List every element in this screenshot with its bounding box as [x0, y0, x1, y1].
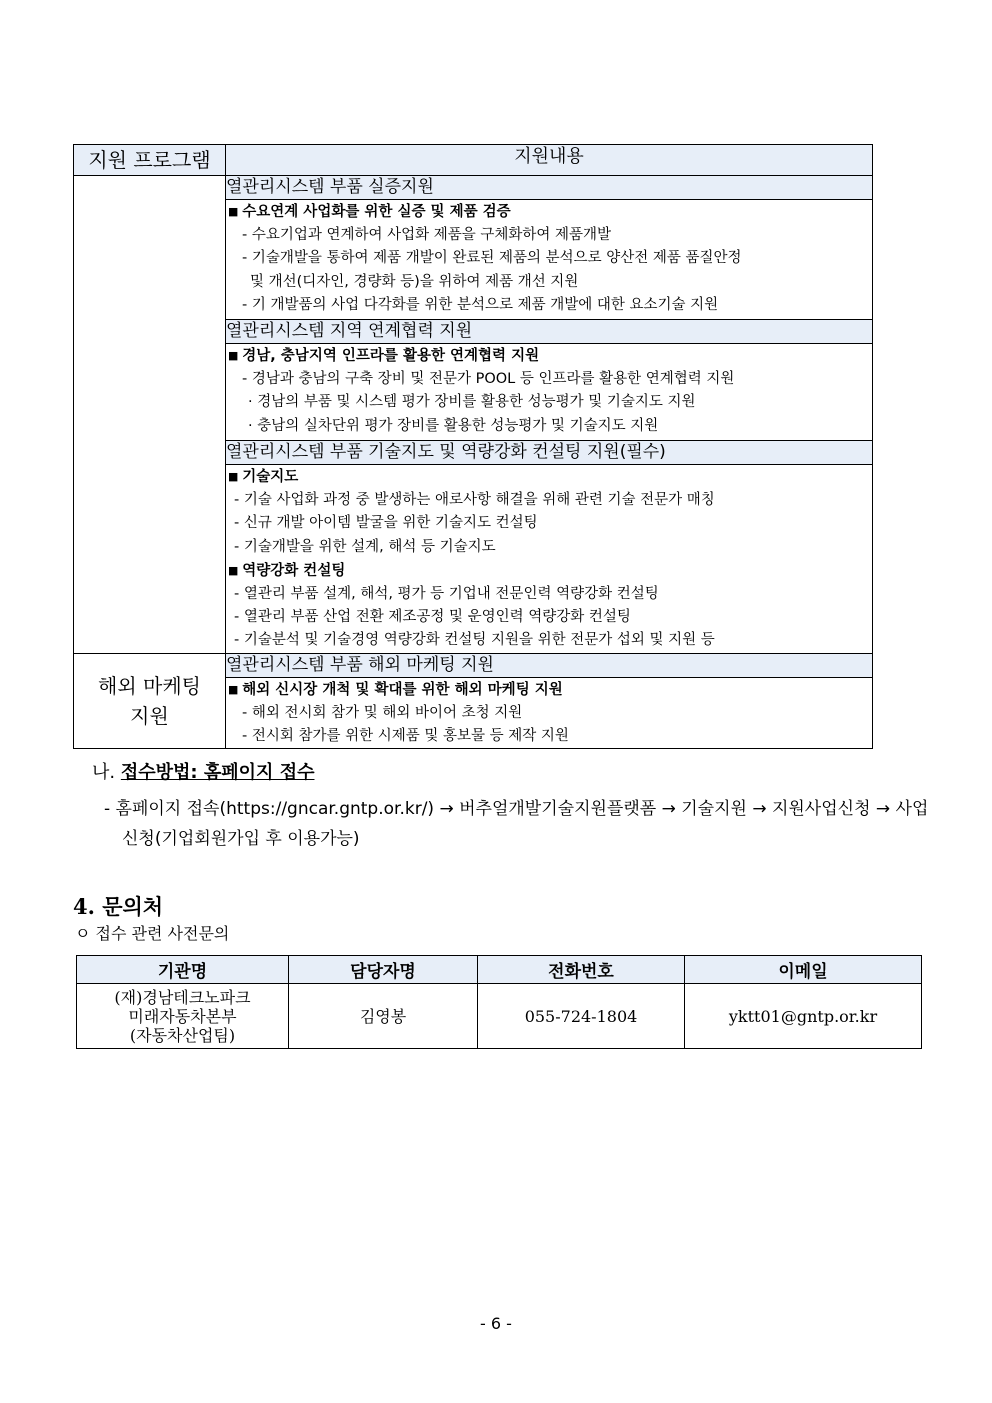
dash-line: - 수요기업과 연계하여 사업화 제품을 구체화하여 제품개발: [242, 227, 612, 244]
bullet-line: ■ 역량강화 컨설팅: [226, 559, 872, 583]
continuation-line: 및 개선(디자인, 경량화 등)을 위하여 제품 개선 지원: [250, 273, 579, 290]
org-line: 미래자동차본부: [128, 1006, 237, 1026]
dash-line: - 기술개발을 위한 설계, 해석 등 기술지도: [234, 538, 496, 555]
dash-line: - 열관리 부품 산업 전환 제조공정 및 운영인력 역량강화 컨설팅: [234, 609, 631, 626]
reception-heading: [92, 760, 314, 786]
reception-label: 접수방법: 홈페이지 접수: [120, 762, 315, 783]
dash-line: - 기 개발품의 사업 다각화를 위한 분석으로 제품 개발에 대한 요소기술 지원: [242, 296, 719, 313]
page-number: - 6 -: [480, 1314, 512, 1333]
section-body: [226, 344, 873, 441]
col-person: 담당자명: [289, 956, 478, 984]
section-body: [226, 677, 873, 749]
dash-line: - 열관리 부품 설계, 해석, 평가 등 기업내 전문인력 역량강화 컨설팅: [234, 586, 659, 603]
program-cell-overseas: [74, 653, 226, 749]
dash-line: - 전시회 참가를 위한 시제품 및 홍보물 등 제작 지원: [242, 728, 569, 745]
dash-line: - 해외 전시회 참가 및 해외 바이어 초청 지원: [242, 704, 523, 721]
reception-detail: - 홈페이지 접속(https://gncar.gntp.or.kr/) → 버추얼개발기술지원플랫폼 → 기술지원 → 지원사업신청 → 사업신청(기업회원가입 후 이용가능): [104, 799, 929, 849]
org-line: (자동차산업팀): [129, 1025, 236, 1045]
col-org: 기관명: [77, 956, 289, 984]
email-cell: yktt01@gntp.or.kr: [685, 984, 922, 1049]
section-title: 열관리시스템 부품 기술지도 및 역량강화 컨설팅 지원(필수): [226, 441, 873, 465]
org-cell: [77, 984, 289, 1049]
section-title: 열관리시스템 부품 실증지원: [226, 176, 873, 200]
header-content: 지원내용: [226, 145, 873, 176]
phone-cell: 055-724-1804: [478, 984, 685, 1049]
bullet-line: ■ 기술지도: [226, 465, 872, 489]
dash-line: - 신규 개발 아이템 발굴을 위한 기술지도 컨설팅: [234, 515, 538, 532]
section-title: 열관리시스템 지역 연계협력 지원: [226, 320, 873, 344]
bullet-line: ■ 경남, 충남지역 인프라를 활용한 연계협력 지원: [226, 344, 872, 368]
col-email: 이메일: [685, 956, 922, 984]
dash-line: - 기술 사업화 과정 중 발생하는 애로사항 해결을 위해 관련 기술 전문가 매칭: [234, 492, 715, 509]
dot-line: · 경남의 부품 및 시스템 평가 장비를 활용한 성능평가 및 기술지도 지원: [248, 394, 696, 411]
section-title: 열관리시스템 부품 해외 마케팅 지원: [226, 653, 873, 677]
col-phone: 전화번호: [478, 956, 685, 984]
dash-line: - 경남과 충남의 구축 장비 및 전문가 POOL 등 인프라를 활용한 연계협력 지원: [242, 371, 735, 388]
program-table: [73, 144, 873, 749]
reception-detail-block: [104, 794, 934, 854]
program-cell-empty: [74, 176, 226, 654]
org-line: (재)경남테크노파크: [114, 987, 251, 1007]
person-cell: 김영봉: [289, 984, 478, 1049]
contact-table: [76, 955, 922, 1049]
bullet-line: ■ 수요연계 사업화를 위한 실증 및 제품 검증: [226, 200, 872, 224]
contact-note: ㅇ 접수 관련 사전문의: [75, 924, 230, 943]
contact-heading: 4. 문의처: [73, 894, 164, 919]
header-program: 지원 프로그램: [74, 145, 226, 176]
bullet-line: ■ 해외 신시장 개척 및 확대를 위한 해외 마케팅 지원: [226, 678, 872, 702]
reception-prefix: 나.: [92, 762, 116, 783]
dash-line: - 기술분석 및 기술경영 역량강화 컨설팅 지원을 위한 전문가 섭외 및 지원 등: [234, 632, 715, 649]
dash-line: - 기술개발을 통하여 제품 개발이 완료된 제품의 분석으로 양산전 제품 품질안정: [242, 250, 742, 267]
section-body: [226, 465, 873, 654]
section-body: [226, 200, 873, 320]
dot-line: · 충남의 실차단위 평가 장비를 활용한 성능평가 및 기술지도 지원: [248, 417, 659, 434]
program-label: 해외 마케팅 지원: [98, 673, 201, 728]
